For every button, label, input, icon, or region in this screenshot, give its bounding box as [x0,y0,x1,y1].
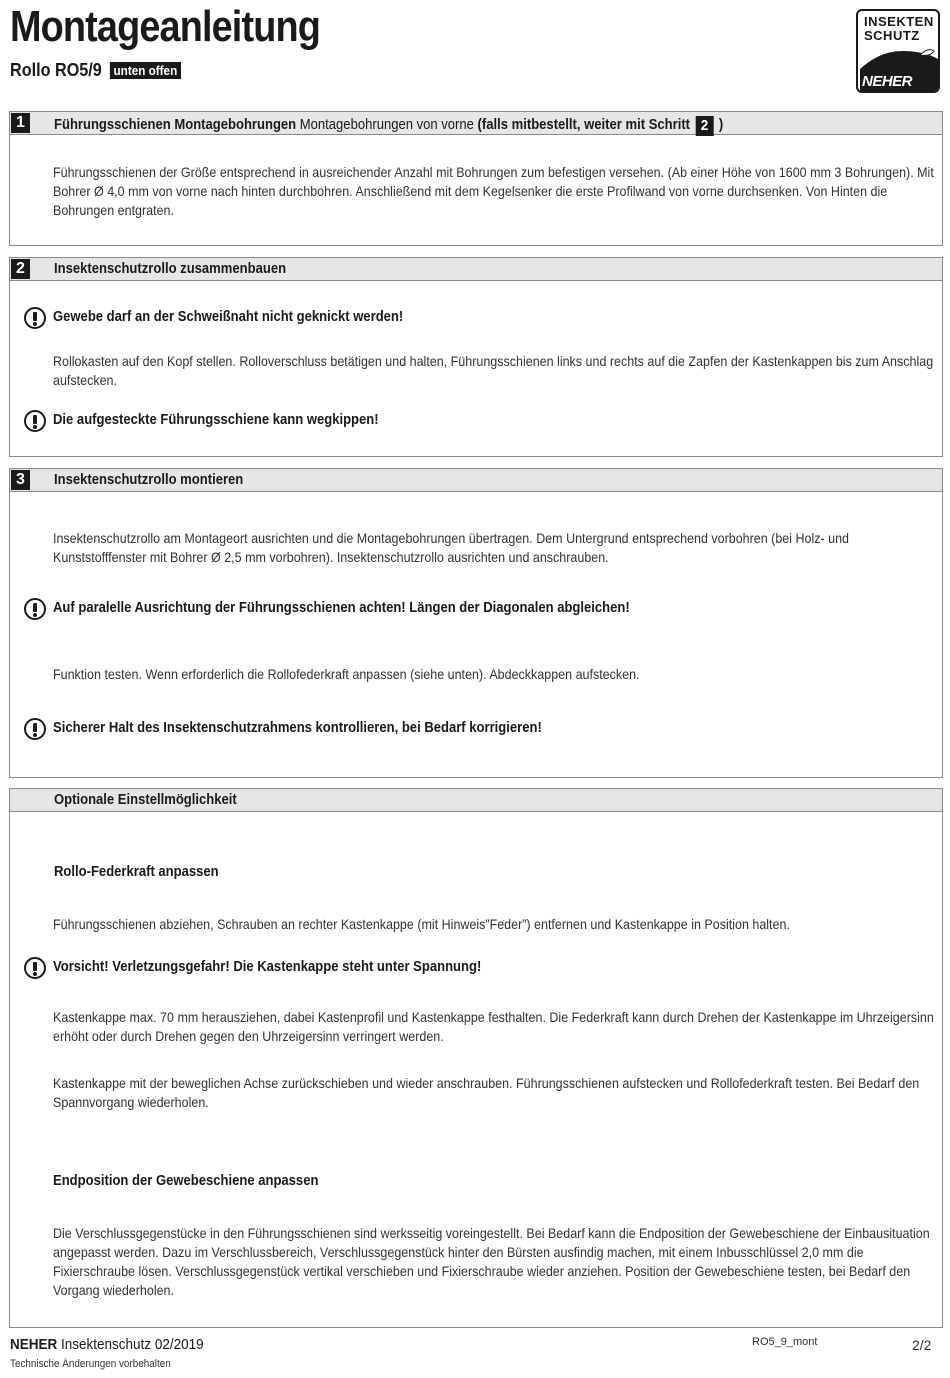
document-code: RO5_9_mont [752,1336,818,1348]
step-reference: 2 [695,116,713,136]
subheading-spring: Rollo-Federkraft anpassen [54,864,219,880]
title-bold: Insektenschutzrollo montieren [54,472,244,488]
section-2 [9,257,943,457]
logo-brand: NEHER [862,73,913,90]
section-3-header [10,469,942,492]
subheading-endposition: Endposition der Gewebeschiene anpassen [53,1173,319,1189]
warning-text: Sicherer Halt des Insektenschutzrahmens kontrollieren, bei Bedarf korrigieren! [53,720,542,736]
title-bold2: (falls mitbestellt, weiter mit Schritt [477,117,691,133]
section-1-text: Führungsschienen der Größe entsprechend in ausreichender Anzahl mit Bohrungen zum befestigen versehen. (Ab einer Höhe von 1600 mm 3 Bohrungen). Mit Bohrer Ø 4,0 mm von vorne nach hinten durchbohren. Anschließend mit dem Kegelsenker die erste Profilwand von vorne durchsenken. Von Hinten die Bohrungen entgraten. [53,165,934,218]
section-3-text-1: Insektenschutzrollo am Montageort ausrichten und die Montagebohrungen übertragen. Dem Untergrund entsprechend vorbohren (bei Holz- und Kunststofffenster mit Bohrer Ø 2,5 mm vorbohren). Insektenschutzrollo ausrichten und anschrauben. [53,531,850,565]
section-1-title [54,115,723,135]
footer-brand [10,1336,204,1353]
warning-icon [24,307,46,329]
warning-icon [24,718,46,740]
warning-icon [24,957,46,979]
section-optional-title [54,792,237,808]
section-3-title [54,472,243,488]
warning-text: Vorsicht! Verletzungsgefahr! Die Kastenkappe steht unter Spannung! [53,959,482,975]
optional-text-1: Führungsschienen abziehen, Schrauben an rechter Kastenkappe (mit Hinweis”Feder”) entfernen und Kastenkappe in Position halten. [53,917,790,932]
warning-text: Die aufgesteckte Führungsschiene kann wegkippen! [53,412,379,428]
step-number: 2 [11,259,30,279]
section-3-text-2: Funktion testen. Wenn erforderlich die Rollofederkraft anpassen (siehe unten). Abdeckkappen aufstecken. [53,667,640,682]
logo-line1: INSEKTEN [864,14,934,29]
neher-logo [856,9,940,93]
title-end: ) [718,117,724,133]
step-number: 1 [11,113,30,133]
footer-note: Technische Änderungen vorbehalten [10,1358,171,1370]
warning-icon [24,410,46,432]
product-subtitle [10,60,181,81]
section-optional-header [10,789,942,812]
title-bold: Insektenschutzrollo zusammenbauen [54,261,287,277]
logo-line2: SCHUTZ [864,28,920,43]
page-number: 2/2 [912,1337,932,1353]
section-1-header [10,112,942,135]
optional-text-2: Kastenkappe max. 70 mm herausziehen, dabei Kastenprofil und Kastenkappe festhalten. Die Federkraft kann durch Drehen der Kastenkappe im Uhrzeigersinn erhöht oder durch Drehen gegen den Uhrzeigersinn verringert werden. [53,1010,934,1044]
section-3 [9,468,943,778]
warning-text: Gewebe darf an der Schweißnaht nicht geknickt werden! [53,309,404,325]
section-2-header [10,258,942,281]
section-2-title [54,261,286,277]
section-2-text: Rollokasten auf den Kopf stellen. Rolloverschluss betätigen und halten, Führungsschienen links und rechts auf die Zapfen der Kastenkappen bis zum Anschlag aufstecken. [53,354,934,388]
section-optional [9,788,943,1328]
page-title: Montageanleitung [10,2,320,51]
title-bold: Führungsschienen Montagebohrungen [54,117,297,133]
warning-icon [24,598,46,620]
footer-brand-date: Insektenschutz 02/2019 [61,1336,204,1353]
footer-brand-name: NEHER [10,1336,58,1353]
section-1 [9,111,943,246]
optional-text-4: Die Verschlussgegenstücke in den Führungsschienen sind werksseitig voreingestellt. Bei Bedarf kann die Endposition der Gewebeschiene der Einbausituation angepasst werden. Dazu im Verschlussbereich, Verschlussgegenstück hinter den Bürsten ausfindig machen, mit einem Inbusschlüssel 2,0 mm die Fixierschraube lösen. Verschlussgegenstück vertikal verschieben und Fixierschraube wieder anziehen. Position der Gewebeschiene testen, bei Bedarf den Vorgang wiederholen. [53,1226,930,1298]
warning-text: Auf paralelle Ausrichtung der Führungsschienen achten! Längen der Diagonalen abgleichen! [53,600,630,616]
product-name: Rollo RO5/9 [10,60,102,80]
step-number: 3 [11,470,30,490]
variant-badge: unten offen [110,62,181,79]
optional-text-3: Kastenkappe mit der beweglichen Achse zurückschieben und wieder anschrauben. Führungsschienen aufstecken und Rollofederkraft testen. Bei Bedarf den Spannvorgang wiederholen. [53,1076,920,1110]
title-normal: Montagebohrungen von vorne [299,117,474,133]
title-bold: Optionale Einstellmöglichkeit [54,792,237,808]
